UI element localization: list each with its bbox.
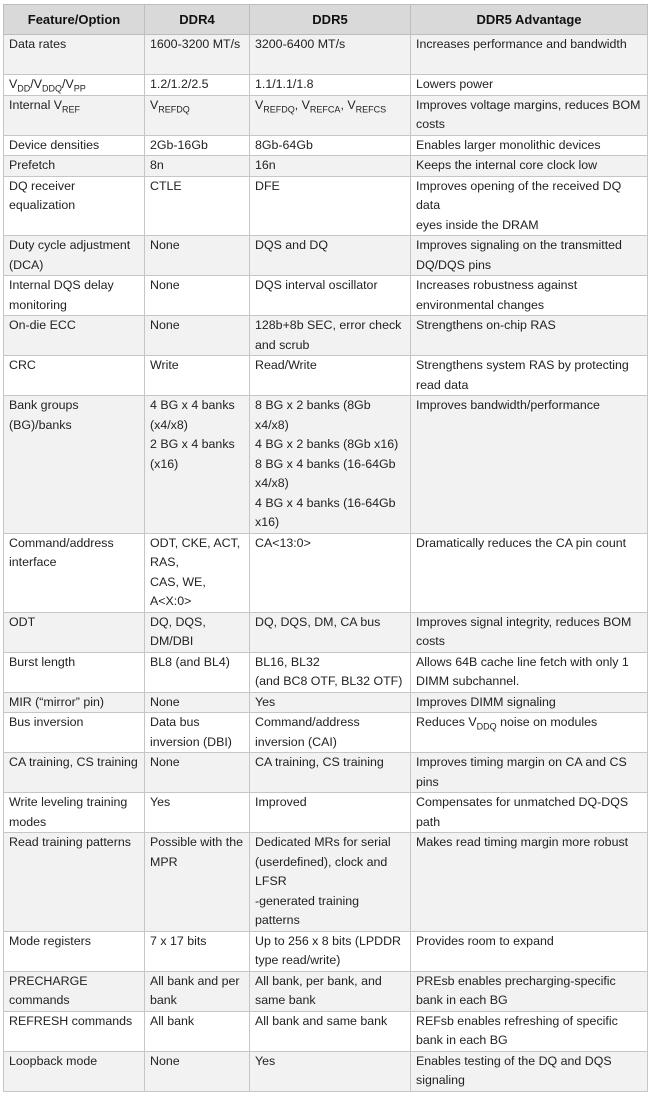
feature-cell: Loopback mode — [4, 1051, 145, 1091]
table-row — [4, 1011, 648, 1051]
ddr4-cell: None — [145, 1051, 250, 1091]
ddr5-cell: 8Gb-64Gb — [250, 135, 411, 156]
comparison-table — [3, 4, 648, 1092]
feature-cell: Mode registers — [4, 931, 145, 971]
ddr4-cell: Write — [145, 356, 250, 396]
feature-cell: PRECHARGE commands — [4, 971, 145, 1011]
ddr5-cell: $V_{REFDQ}$, $V_{REFCA}$, $V_{REFCS}$ — [250, 95, 411, 135]
ddr5-cell: Read/Write — [250, 356, 411, 396]
ddr4-cell: None — [145, 236, 250, 276]
table-row — [4, 156, 648, 177]
feature-cell: Internal $V_{REF}$ — [4, 95, 145, 135]
advantage-cell: Dramatically reduces the CA pin count — [411, 533, 648, 612]
table-row — [4, 971, 648, 1011]
advantage-cell: Compensates for unmatched DQ-DQS path — [411, 793, 648, 833]
ddr4-cell: All bank and per bank — [145, 971, 250, 1011]
feature-cell: On-die ECC — [4, 316, 145, 356]
ddr4-cell: 8n — [145, 156, 250, 177]
feature-cell: Device densities — [4, 135, 145, 156]
ddr4-cell: CTLE — [145, 176, 250, 236]
table-header-row — [4, 5, 648, 35]
ddr5-cell: 16n — [250, 156, 411, 177]
advantage-cell: Improves opening of the received DQ data eyes inside the DRAM — [411, 176, 648, 236]
table-row — [4, 75, 648, 96]
feature-cell: $V_{DD}/V_{DDQ}/V_{PP}$ — [4, 75, 145, 96]
table-row — [4, 35, 648, 75]
table-row — [4, 533, 648, 612]
advantage-cell: Increases performance and bandwidth — [411, 35, 648, 75]
table-row — [4, 356, 648, 396]
table-row — [4, 753, 648, 793]
table-row — [4, 612, 648, 652]
advantage-cell: Provides room to expand — [411, 931, 648, 971]
ddr5-cell: BL16, BL32 (and BC8 OTF, BL32 OTF) — [250, 652, 411, 692]
advantage-cell: Keeps the internal core clock low — [411, 156, 648, 177]
ddr4-cell: 1600-3200 MT/s — [145, 35, 250, 75]
advantage-cell: Lowers power — [411, 75, 648, 96]
ddr5-cell: DFE — [250, 176, 411, 236]
advantage-cell: Increases robustness against environmental changes — [411, 276, 648, 316]
feature-cell: ODT — [4, 612, 145, 652]
table-row — [4, 276, 648, 316]
ddr5-cell: DQS interval oscillator — [250, 276, 411, 316]
ddr5-cell: 128b+8b SEC, error check and scrub — [250, 316, 411, 356]
table-row — [4, 396, 648, 534]
header-feature: Feature/Option — [4, 5, 145, 35]
feature-cell: Data rates — [4, 35, 145, 75]
table-row — [4, 713, 648, 753]
feature-cell: Duty cycle adjustment (DCA) — [4, 236, 145, 276]
advantage-cell: PREsb enables precharging-specific bank in each BG — [411, 971, 648, 1011]
header-ddr4: DDR4 — [145, 5, 250, 35]
feature-cell: Prefetch — [4, 156, 145, 177]
ddr5-cell: Command/address inversion (CAI) — [250, 713, 411, 753]
ddr5-cell: 1.1/1.1/1.8 — [250, 75, 411, 96]
ddr4-cell: Yes — [145, 793, 250, 833]
table-row — [4, 833, 648, 932]
table-row — [4, 931, 648, 971]
ddr5-cell: 3200-6400 MT/s — [250, 35, 411, 75]
table-row — [4, 793, 648, 833]
advantage-cell: Makes read timing margin more robust — [411, 833, 648, 932]
ddr4-cell: All bank — [145, 1011, 250, 1051]
ddr4-cell: None — [145, 316, 250, 356]
advantage-cell: Improves DIMM signaling — [411, 692, 648, 713]
ddr4-cell: 1.2/1.2/2.5 — [145, 75, 250, 96]
table-row — [4, 95, 648, 135]
feature-cell: Write leveling training modes — [4, 793, 145, 833]
ddr4-cell: None — [145, 692, 250, 713]
ddr4-cell: 2Gb-16Gb — [145, 135, 250, 156]
ddr5-cell: Improved — [250, 793, 411, 833]
header-ddr5-advantage: DDR5 Advantage — [411, 5, 648, 35]
advantage-cell: REFsb enables refreshing of specific bank in each BG — [411, 1011, 648, 1051]
advantage-cell: Improves timing margin on CA and CS pins — [411, 753, 648, 793]
feature-cell: CA training, CS training — [4, 753, 145, 793]
ddr4-cell: ODT, CKE, ACT, RAS, CAS, WE, A<X:0> — [145, 533, 250, 612]
feature-cell: MIR (“mirror” pin) — [4, 692, 145, 713]
ddr5-cell: Yes — [250, 1051, 411, 1091]
ddr5-cell: All bank and same bank — [250, 1011, 411, 1051]
table-row — [4, 652, 648, 692]
ddr5-cell: CA<13:0> — [250, 533, 411, 612]
feature-cell: Read training patterns — [4, 833, 145, 932]
ddr5-cell: 8 BG x 2 banks (8Gb x4/x8) 4 BG x 2 banks (8Gb x16) 8 BG x 4 banks (16-64Gb x4/x8) 4 BG x 4 banks (16-64Gb x16) — [250, 396, 411, 534]
ddr5-cell: Up to 256 x 8 bits (LPDDR type read/write) — [250, 931, 411, 971]
ddr4-cell: Data bus inversion (DBI) — [145, 713, 250, 753]
ddr4-cell: Possible with the MPR — [145, 833, 250, 932]
advantage-cell: Strengthens on-chip RAS — [411, 316, 648, 356]
ddr4-cell: None — [145, 276, 250, 316]
ddr4-cell: DQ, DQS, DM/DBI — [145, 612, 250, 652]
feature-cell: Bank groups (BG)/banks — [4, 396, 145, 534]
table-row — [4, 316, 648, 356]
table-row — [4, 135, 648, 156]
feature-cell: REFRESH commands — [4, 1011, 145, 1051]
advantage-cell: Reduces $V_{DDQ}$ noise on modules — [411, 713, 648, 753]
advantage-cell: Enables testing of the DQ and DQS signaling — [411, 1051, 648, 1091]
feature-cell: Internal DQS delay monitoring — [4, 276, 145, 316]
advantage-cell: Improves voltage margins, reduces BOM costs — [411, 95, 648, 135]
ddr5-cell: Yes — [250, 692, 411, 713]
feature-cell: Command/address interface — [4, 533, 145, 612]
advantage-cell: Improves signal integrity, reduces BOM costs — [411, 612, 648, 652]
advantage-cell: Strengthens system RAS by protecting read data — [411, 356, 648, 396]
table-row — [4, 176, 648, 236]
table-row — [4, 1051, 648, 1091]
advantage-cell: Enables larger monolithic devices — [411, 135, 648, 156]
feature-cell: Burst length — [4, 652, 145, 692]
feature-cell: CRC — [4, 356, 145, 396]
advantage-cell: Improves signaling on the transmitted DQ/DQS pins — [411, 236, 648, 276]
advantage-cell: Allows 64B cache line fetch with only 1 DIMM subchannel. — [411, 652, 648, 692]
ddr4-cell: $V_{REFDQ}$ — [145, 95, 250, 135]
feature-cell: Bus inversion — [4, 713, 145, 753]
table-row — [4, 692, 648, 713]
ddr5-cell: CA training, CS training — [250, 753, 411, 793]
ddr4-cell: 4 BG x 4 banks (x4/x8) 2 BG x 4 banks (x16) — [145, 396, 250, 534]
advantage-cell: Improves bandwidth/performance — [411, 396, 648, 534]
ddr4-cell: BL8 (and BL4) — [145, 652, 250, 692]
ddr5-cell: All bank, per bank, and same bank — [250, 971, 411, 1011]
ddr5-cell: Dedicated MRs for serial (userdefined), clock and LFSR -generated training patterns — [250, 833, 411, 932]
ddr5-cell: DQS and DQ — [250, 236, 411, 276]
ddr5-cell: DQ, DQS, DM, CA bus — [250, 612, 411, 652]
header-ddr5: DDR5 — [250, 5, 411, 35]
ddr4-cell: 7 x 17 bits — [145, 931, 250, 971]
feature-cell: DQ receiver equalization — [4, 176, 145, 236]
table-row — [4, 236, 648, 276]
ddr4-cell: None — [145, 753, 250, 793]
